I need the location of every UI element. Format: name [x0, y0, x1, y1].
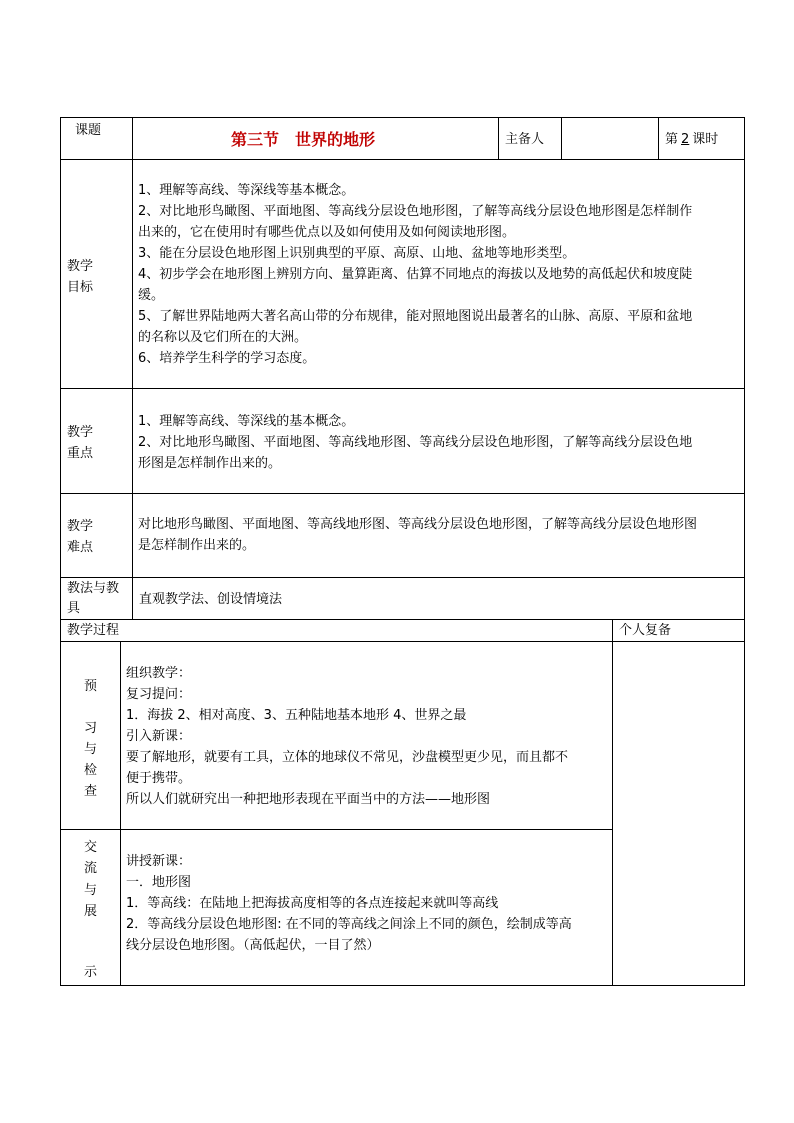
lesson-title: 第三节 世界的地形 [231, 130, 376, 149]
exchange-label-char: 流 [83, 861, 97, 876]
objective-line: 4、初步学会在地形图上辨别方向、量算距离、估算不同地点的海拔以及地势的高低起伏和坡度陡 [138, 267, 693, 282]
topic-label-cell [60, 117, 133, 160]
exchange-label-char: 与 [83, 883, 97, 898]
methods-label-cell [60, 577, 133, 620]
preview-label-char: 与 [83, 742, 97, 757]
objectives-text [138, 180, 738, 369]
objective-line: 5、了解世界陆地两大著名高山带的分布规律，能对照地图说出最著名的山脉、高原、平原和盆地 [138, 309, 693, 324]
objective-line: 出来的，它在使用时有哪些优点以及如何使用及如何阅读地形图。 [138, 225, 516, 240]
key-point-line: 形图是怎样制作出来的。 [138, 456, 282, 471]
preview-label-char: 查 [83, 784, 97, 799]
difficulties-label-line1: 教学 [67, 519, 94, 534]
exchange-text [126, 851, 608, 956]
process-header-cell [60, 619, 613, 642]
preparer-label: 主备人 [505, 132, 545, 147]
exchange-content-cell [120, 829, 613, 986]
exchange-line: 1．等高线：在陆地上把海拔高度相等的各点连接起来就叫等高线 [126, 896, 499, 911]
difficulties-content-cell [132, 493, 745, 578]
exchange-label-char: 展 [83, 904, 97, 919]
difficulty-line: 是怎样制作出来的。 [138, 538, 256, 553]
personal-review-cell[interactable] [612, 641, 745, 986]
preview-line: 1．海拔 2、相对高度、3、五种陆地基本地形 4、世界之最 [126, 708, 467, 723]
methods-label-line1: 教法与教 [67, 581, 120, 596]
preview-label-char: 习 [83, 721, 97, 736]
difficulties-text [138, 514, 738, 556]
methods-content-cell [132, 577, 745, 620]
period-text [665, 129, 718, 150]
preview-label-char: 预 [83, 679, 97, 694]
period-prefix: 第 [665, 132, 679, 147]
objectives-label-line2: 目标 [67, 280, 94, 295]
exchange-line: 一．地形图 [126, 875, 192, 890]
objective-line: 3、能在分层设色地形图上识别典型的平原、高原、山地、盆地等地形类型。 [138, 246, 576, 261]
preview-label-cell [60, 641, 121, 830]
exchange-line: 讲授新课： [126, 854, 192, 869]
key-point-line: 1、理解等高线、等深线的基本概念。 [138, 414, 355, 429]
exchange-label-char: 交 [83, 840, 97, 855]
key-point-line: 2、对比地形鸟瞰图、平面地图、等高线地形图、等高线分层设色地形图，了解等高线分层设色地 [138, 435, 693, 450]
preview-line: 组织教学： [126, 666, 192, 681]
process-header: 教学过程 [67, 623, 120, 638]
objectives-content-cell [132, 159, 745, 389]
period-suffix: 课时 [692, 132, 719, 147]
period-cell [658, 117, 745, 160]
objective-line: 的名称以及它们所在的大洲。 [138, 330, 308, 345]
preview-label-char: 检 [83, 763, 97, 778]
difficulties-label-line2: 难点 [67, 540, 94, 555]
key-points-text [138, 411, 738, 474]
key-points-content-cell [132, 388, 745, 494]
title-cell [132, 117, 499, 160]
difficulty-line: 对比地形鸟瞰图、平面地图、等高线地形图、等高线分层设色地形图，了解等高线分层设色地形图 [138, 517, 698, 532]
key-points-label-line1: 教学 [67, 425, 94, 440]
methods-value: 直观教学法、创设情境法 [139, 592, 283, 607]
period-number: 2 [681, 132, 690, 147]
preview-line: 复习提问： [126, 687, 192, 702]
preview-line: 要了解地形，就要有工具，立体的地球仪不常见，沙盘模型更少见，而且都不 [126, 750, 569, 765]
objective-line: 6、培养学生科学的学习态度。 [138, 351, 316, 366]
topic-label: 课题 [75, 123, 102, 138]
review-header: 个人复备 [619, 623, 672, 638]
difficulties-label-cell [60, 493, 133, 578]
review-header-cell [612, 619, 745, 642]
objective-line: 2、对比地形鸟瞰图、平面地图、等高线分层设色地形图，了解等高线分层设色地形图是怎样制作 [138, 204, 693, 219]
exchange-label-char: 示 [83, 965, 97, 980]
preview-line: 引入新课： [126, 729, 192, 744]
preview-line: 所以人们就研究出一种把地形表现在平面当中的方法——地形图 [126, 792, 491, 807]
objectives-label-line1: 教学 [67, 259, 94, 274]
preparer-value-cell [561, 117, 659, 160]
key-points-label-line2: 重点 [67, 446, 94, 461]
preview-content-cell [120, 641, 613, 830]
key-points-label-cell [60, 388, 133, 494]
preview-line: 便于携带。 [126, 771, 192, 786]
exchange-line: 线分层设色地形图。（高低起伏，一目了然） [126, 938, 380, 953]
preparer-label-cell [498, 117, 562, 160]
methods-label-line2: 具 [67, 601, 81, 616]
preview-text [126, 663, 608, 810]
exchange-line: 2．等高线分层设色地形图: 在不同的等高线之间涂上不同的颜色，绘制成等高 [126, 917, 572, 932]
objective-line: 1、理解等高线、等深线等基本概念。 [138, 183, 355, 198]
objective-line: 缓。 [138, 288, 165, 303]
exchange-label-cell [60, 829, 121, 986]
objectives-label-cell [60, 159, 133, 389]
